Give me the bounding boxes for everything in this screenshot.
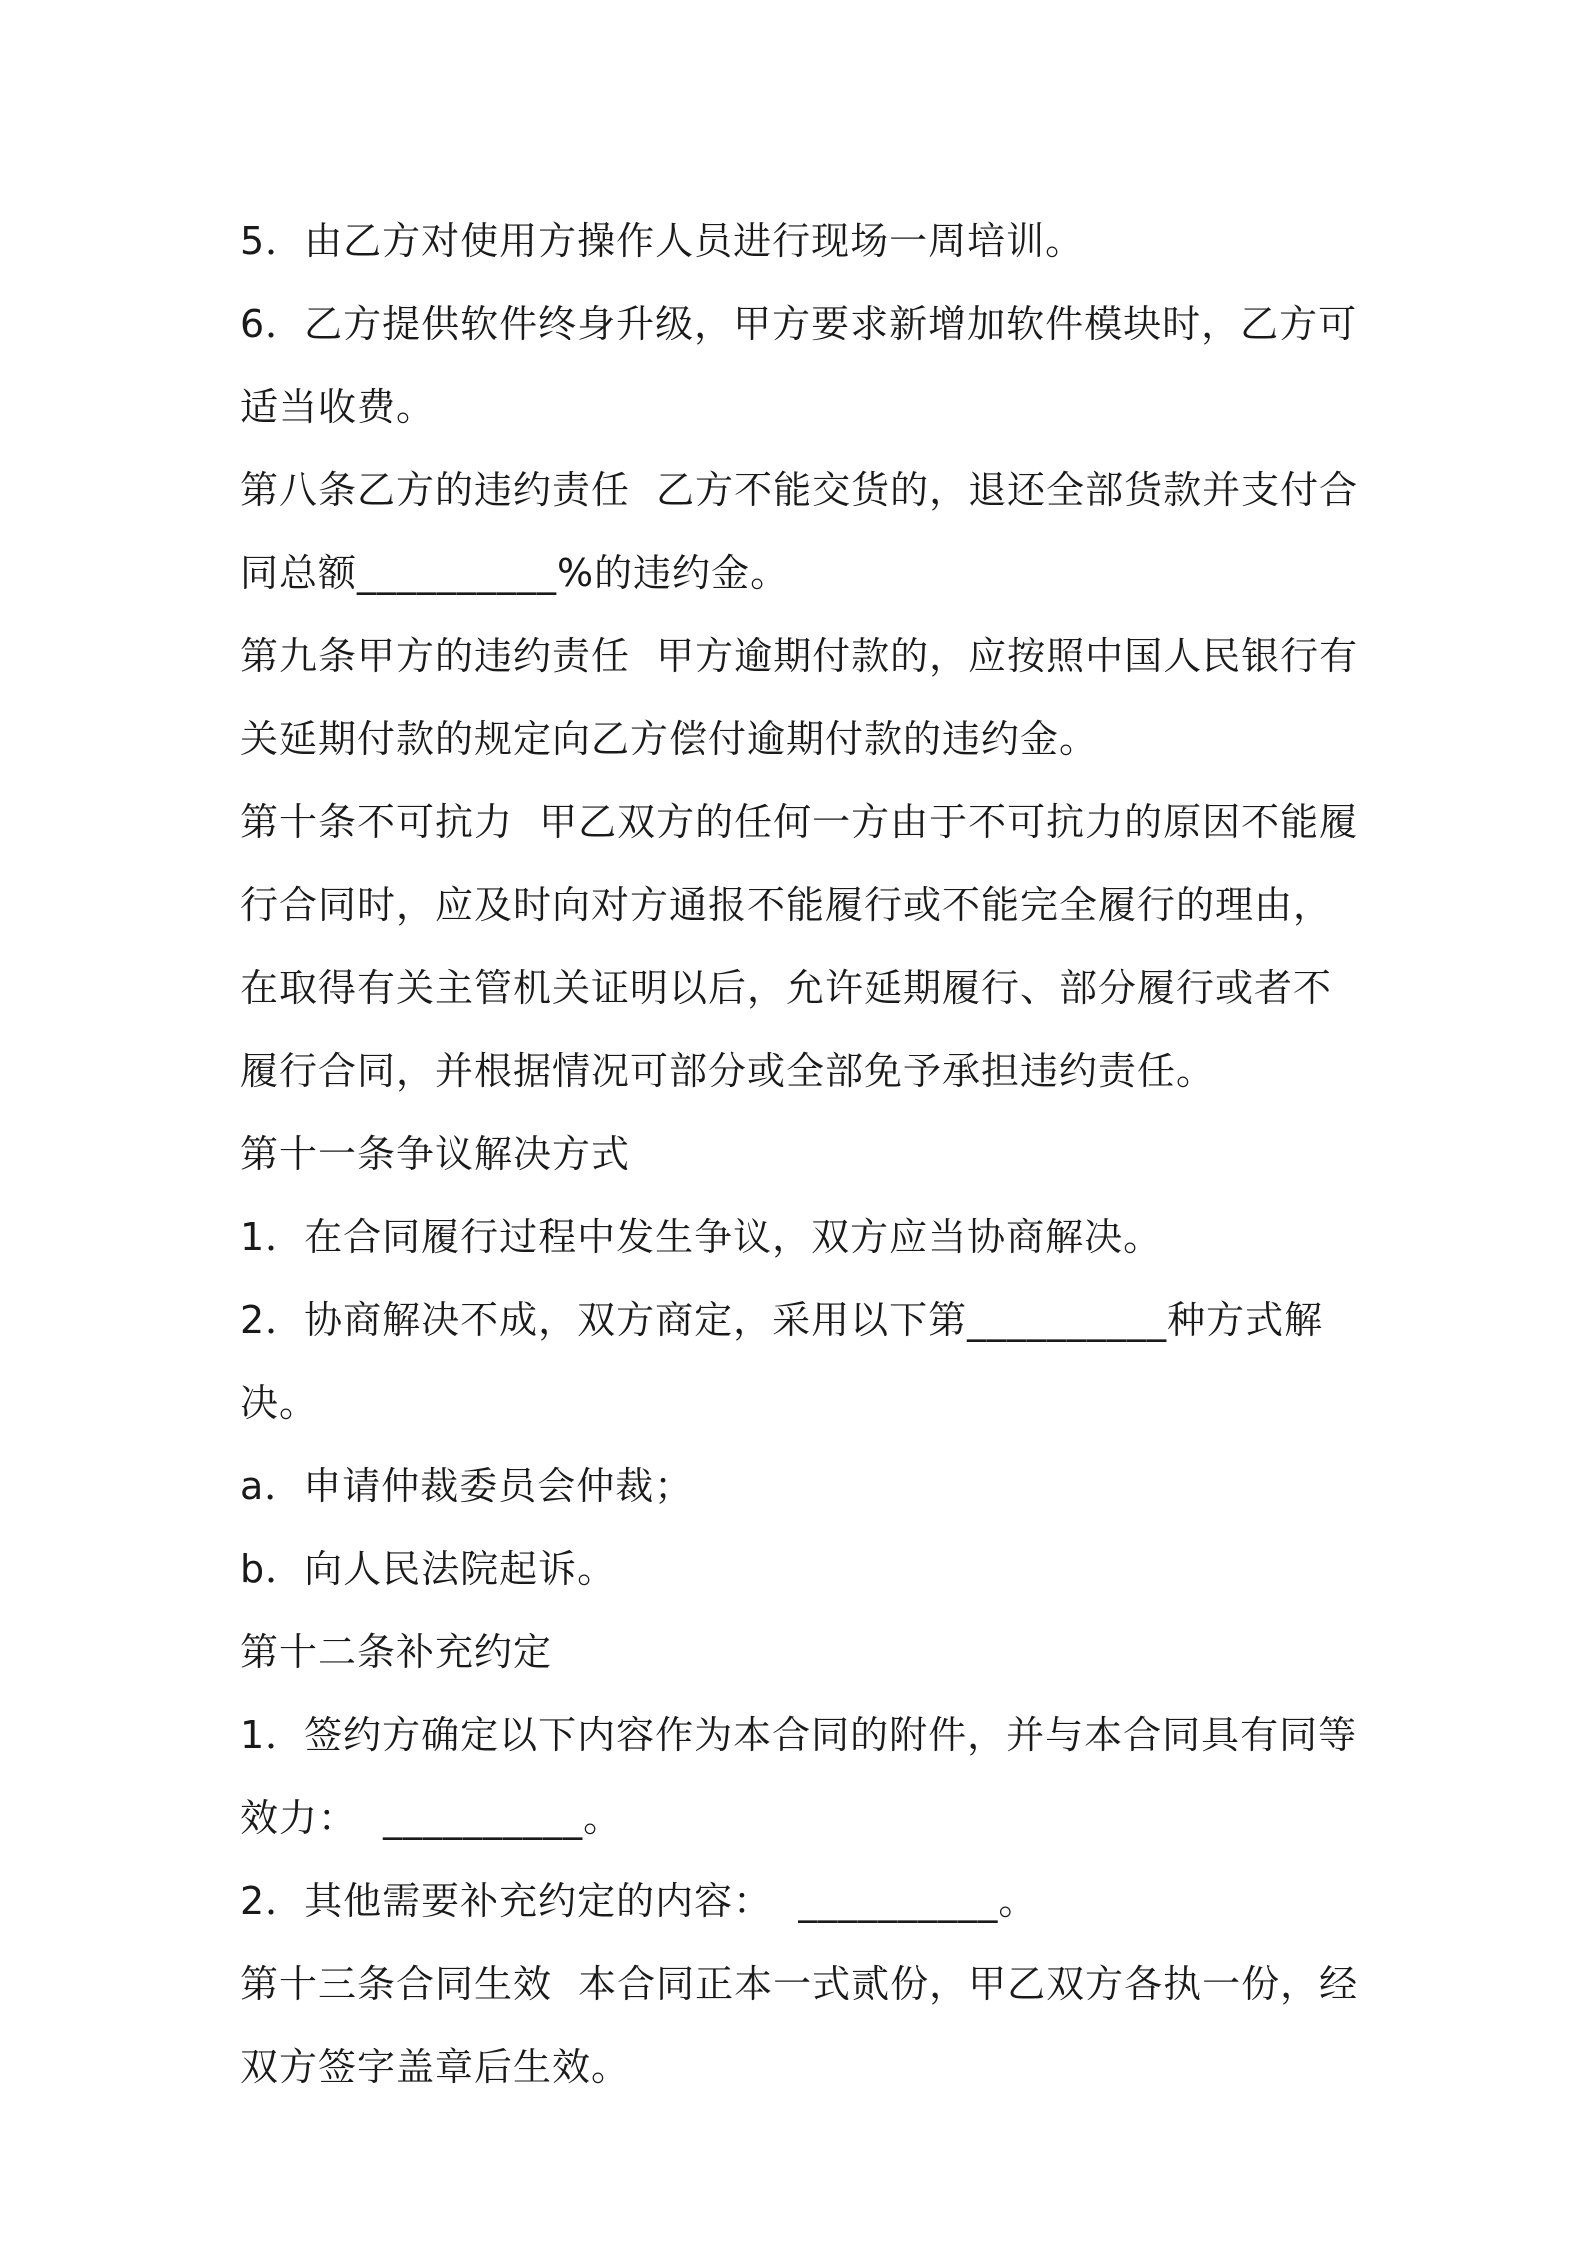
paragraph-article-10: 第十条不可抗力 甲乙双方的任何一方由于不可抗力的原因不能履行合同时，应及时向对方通报不能履行或不能完全履行的理由，在取得有关主管机关证明以后，允许延期履行、部分履行或者不履行合同，并根据情况可部分或全部免予承担违约责任。 xyxy=(240,800,1359,1093)
paragraph-article-8: 第八条乙方的违约责任 乙方不能交货的，退还全部货款并支付合同总额__________%的违约金。 xyxy=(240,468,1359,595)
document-body xyxy=(240,200,1360,2109)
heading-article-11: 第十一条争议解决方式 xyxy=(240,1132,631,1176)
paragraph-attachment: 1．签约方确定以下内容作为本合同的附件，并与本合同具有同等效力： __________。 xyxy=(240,1713,1358,1840)
paragraph-training: 5．由乙方对使用方操作人员进行现场一周培训。 xyxy=(240,219,1085,263)
paragraph-option-arbitration: a．申请仲裁委员会仲裁； xyxy=(240,1464,694,1508)
paragraph-article-13: 第十三条合同生效 本合同正本一式贰份，甲乙双方各执一份，经双方签字盖章后生效。 xyxy=(240,1962,1359,2089)
paragraph-other-supplement: 2．其他需要补充约定的内容： __________。 xyxy=(240,1879,1038,1923)
heading-article-12: 第十二条补充约定 xyxy=(240,1630,553,1674)
paragraph-dispute-method: 2．协商解决不成，双方商定，采用以下第__________种方式解决。 xyxy=(240,1298,1324,1425)
paragraph-software-upgrade: 6．乙方提供软件终身升级，甲方要求新增加软件模块时，乙方可适当收费。 xyxy=(240,302,1358,429)
paragraph-article-9: 第九条甲方的违约责任 甲方逾期付款的，应按照中国人民银行有关延期付款的规定向乙方偿付逾期付款的违约金。 xyxy=(240,634,1359,761)
paragraph-option-court: b．向人民法院起诉。 xyxy=(240,1547,617,1591)
paragraph-dispute-negotiation: 1．在合同履行过程中发生争议，双方应当协商解决。 xyxy=(240,1215,1163,1259)
